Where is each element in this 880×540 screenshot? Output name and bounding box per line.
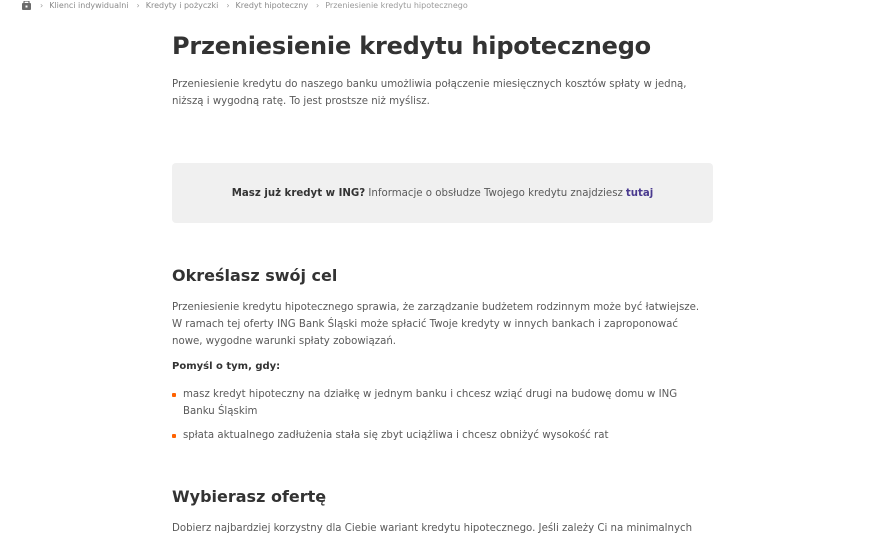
breadcrumb-item-kredyt-hipoteczny[interactable]: Kredyt hipoteczny (235, 0, 309, 10)
section-title-goal: Określasz swój cel (172, 266, 338, 285)
breadcrumb-item-klienci[interactable]: Klienci indywidualni (49, 0, 129, 10)
breadcrumb-item-current: Przeniesienie kredytu hipotecznego (325, 0, 468, 10)
chevron-right-icon: › (226, 0, 230, 10)
chevron-right-icon: › (316, 0, 320, 10)
bullet-icon (172, 434, 176, 438)
page-title: Przeniesienie kredytu hipotecznego (172, 32, 651, 60)
section-offer-paragraph: Dobierz najbardziej korzystny dla Ciebie wariant kredytu hipotecznego. Jeśli zależy Ci na minimalnych (172, 523, 693, 534)
section-title-offer: Wybierasz ofertę (172, 487, 327, 506)
bullet-text: spłata aktualnego zadłużenia stała się zbyt uciążliwa i chcesz obniżyć wysokość rat (183, 430, 609, 441)
list-item (172, 386, 712, 420)
bullet-text: masz kredyt hipoteczny na działkę w jednym banku i chcesz wziąć drugi na budowę domu w ING Banku Śląskim (183, 389, 678, 417)
think-about-label: Pomyśl o tym, gdy: (172, 361, 281, 372)
info-box-question: Masz już kredyt w ING? (231, 187, 366, 199)
list-item (172, 427, 712, 444)
info-box-text: Informacje o obsłudze Twojego kredytu znajdziesz (365, 187, 623, 199)
section-goal-paragraph: Przeniesienie kredytu hipotecznego sprawia, że zarządzanie budżetem rodzinnym może być łatwiejsze. W ramach tej oferty ING Bank Śląski może spłacić Twoje kredyty w innych bankach i zaproponować nowe, wygodne warunki spłaty zobowiązań. (172, 302, 700, 347)
page-intro: Przeniesienie kredytu do naszego banku umożliwia połączenie miesięcznych kosztów spłaty w jedną, niższą i wygodną ratę. To jest prostsze niż myślisz. (172, 79, 687, 107)
existing-credit-info-box (172, 163, 713, 223)
home-icon[interactable] (21, 1, 32, 10)
chevron-right-icon: › (136, 0, 140, 10)
goal-bullet-list (172, 386, 712, 451)
info-box-link[interactable]: tutaj (625, 187, 654, 199)
breadcrumb (21, 0, 476, 10)
breadcrumb-item-kredyty[interactable]: Kredyty i pożyczki (145, 0, 219, 10)
chevron-right-icon: › (40, 0, 44, 10)
bullet-icon (172, 393, 176, 397)
